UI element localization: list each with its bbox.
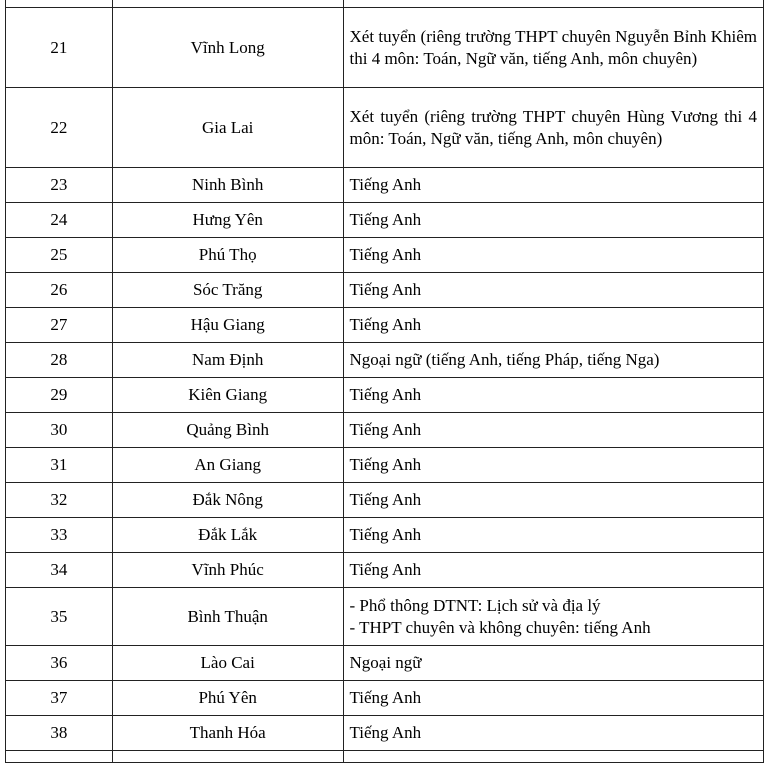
exam-subject <box>343 413 764 448</box>
province-name <box>112 0 343 8</box>
exam-subject <box>343 378 764 413</box>
province-name: Hậu Giang <box>112 308 343 343</box>
province-name: Gia Lai <box>112 88 343 168</box>
row-number <box>6 751 113 763</box>
province-name: Vĩnh Phúc <box>112 553 343 588</box>
row-number: 24 <box>6 203 113 238</box>
row-number: 34 <box>6 553 113 588</box>
row-number: 28 <box>6 343 113 378</box>
table-row <box>6 646 764 681</box>
row-number: 21 <box>6 8 113 88</box>
exam-subject <box>343 681 764 716</box>
table-row <box>6 553 764 588</box>
province-name: Đắk Lắk <box>112 518 343 553</box>
province-name: Ninh Bình <box>112 168 343 203</box>
exam-subject-line: Tiếng Anh <box>349 315 422 334</box>
province-name: An Giang <box>112 448 343 483</box>
exam-subject-line: Tiếng Anh <box>349 490 422 509</box>
row-number: 38 <box>6 716 113 751</box>
table-row <box>6 681 764 716</box>
exam-subject <box>343 448 764 483</box>
table-row <box>6 308 764 343</box>
exam-subject <box>343 168 764 203</box>
row-number <box>6 0 113 8</box>
table-row <box>6 588 764 646</box>
exam-subject-line: - THPT chuyên và không chuyên: tiếng Anh <box>349 617 651 637</box>
exam-subject-line: Tiếng Anh <box>349 385 422 404</box>
table-row <box>6 518 764 553</box>
exam-subject-line: Tiếng Anh <box>349 688 422 707</box>
row-number: 26 <box>6 273 113 308</box>
row-number: 37 <box>6 681 113 716</box>
table-row <box>6 273 764 308</box>
table-row <box>6 751 764 763</box>
table-row <box>6 8 764 88</box>
exam-subject <box>343 483 764 518</box>
table-row <box>6 238 764 273</box>
row-number: 22 <box>6 88 113 168</box>
exam-subject-line: Xét tuyển (riêng trường THPT chuyên Hùng Vương thi 4 môn: Toán, Ngữ văn, tiếng Anh, môn chuyên) <box>349 106 757 148</box>
exam-subject-line: Tiếng Anh <box>349 560 422 579</box>
exam-subject <box>343 518 764 553</box>
exam-subject-line: Tiếng Anh <box>349 280 422 299</box>
province-name: Lào Cai <box>112 646 343 681</box>
exam-subject-line: Tiếng Anh <box>349 175 422 194</box>
exam-subject-line: Tiếng Anh <box>349 420 422 439</box>
table-row <box>6 168 764 203</box>
exam-subject-table <box>5 0 764 763</box>
exam-subject-line: - Phổ thông DTNT: Lịch sử và địa lý <box>349 595 601 615</box>
exam-subject-line: Tiếng Anh <box>349 245 422 264</box>
province-name: Kiên Giang <box>112 378 343 413</box>
exam-subject-line: Ngoại ngữ (tiếng Anh, tiếng Pháp, tiếng Nga) <box>349 350 660 369</box>
exam-subject <box>343 588 764 646</box>
exam-subject <box>343 88 764 168</box>
exam-subject <box>343 751 764 763</box>
province-name: Phú Yên <box>112 681 343 716</box>
table-row <box>6 716 764 751</box>
province-name: Đắk Nông <box>112 483 343 518</box>
table-body <box>6 0 764 763</box>
province-name: Phú Thọ <box>112 238 343 273</box>
table-row <box>6 343 764 378</box>
table-row <box>6 413 764 448</box>
exam-subject <box>343 238 764 273</box>
province-name: Hưng Yên <box>112 203 343 238</box>
row-number: 35 <box>6 588 113 646</box>
row-number: 25 <box>6 238 113 273</box>
exam-subject <box>343 308 764 343</box>
exam-subject <box>343 646 764 681</box>
row-number: 27 <box>6 308 113 343</box>
table-row <box>6 378 764 413</box>
province-name: Bình Thuận <box>112 588 343 646</box>
row-number: 23 <box>6 168 113 203</box>
province-name: Thanh Hóa <box>112 716 343 751</box>
row-number: 32 <box>6 483 113 518</box>
row-number: 36 <box>6 646 113 681</box>
province-name: Vĩnh Long <box>112 8 343 88</box>
exam-subject <box>343 273 764 308</box>
table-row <box>6 483 764 518</box>
table-row <box>6 203 764 238</box>
exam-subject <box>343 553 764 588</box>
row-number: 30 <box>6 413 113 448</box>
exam-subject-line: Ngoại ngữ <box>349 653 422 672</box>
row-number: 31 <box>6 448 113 483</box>
exam-subject <box>343 8 764 88</box>
exam-subject-line: Tiếng Anh <box>349 525 422 544</box>
exam-subject <box>343 203 764 238</box>
table-row <box>6 88 764 168</box>
exam-subject-line: Tiếng Anh <box>349 455 422 474</box>
table-row <box>6 448 764 483</box>
exam-subject <box>343 0 764 8</box>
exam-subject-line: Tiếng Anh <box>349 210 422 229</box>
province-name <box>112 751 343 763</box>
row-number: 33 <box>6 518 113 553</box>
exam-subject <box>343 343 764 378</box>
exam-subject-line: Xét tuyển (riêng trường THPT chuyên Nguyễn Bỉnh Khiêm thi 4 môn: Toán, Ngữ văn, tiếng Anh, môn chuyên) <box>349 26 757 68</box>
table-row <box>6 0 764 8</box>
province-name: Quảng Bình <box>112 413 343 448</box>
exam-subject <box>343 716 764 751</box>
province-name: Sóc Trăng <box>112 273 343 308</box>
row-number: 29 <box>6 378 113 413</box>
province-name: Nam Định <box>112 343 343 378</box>
exam-subject-line: Tiếng Anh <box>349 723 422 742</box>
